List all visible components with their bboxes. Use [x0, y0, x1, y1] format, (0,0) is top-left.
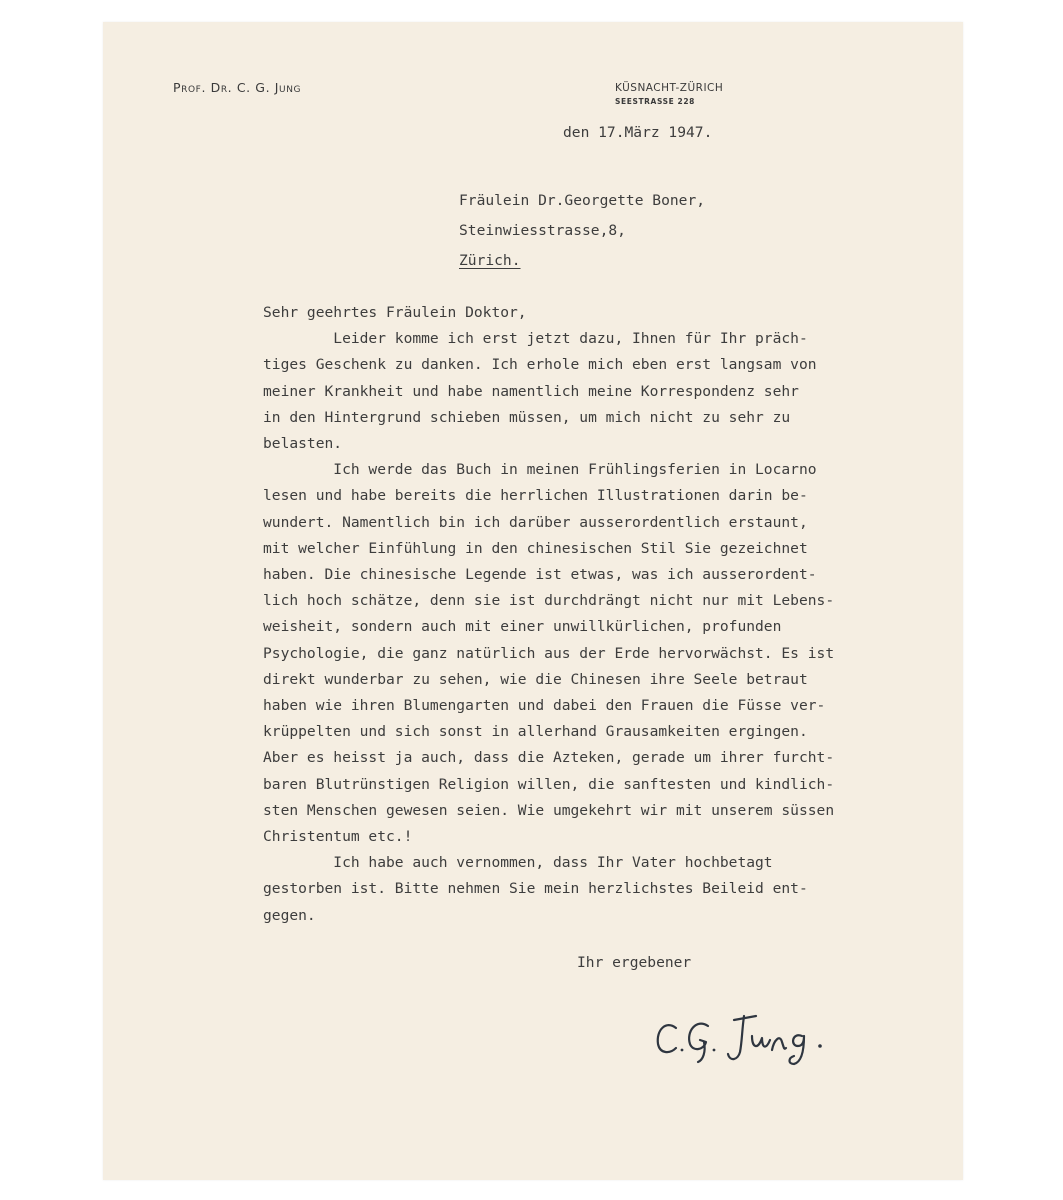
body-line: tiges Geschenk zu danken. Ich erhole mich eben erst langsam von [263, 356, 817, 374]
letterhead-city: KÜSNACHT-ZÜRICH [615, 82, 724, 94]
body-line: haben wie ihren Blumengarten und dabei den Frauen die Füsse ver- [263, 697, 826, 715]
letter-paper [103, 22, 963, 1180]
body-line: lesen und habe bereits die herrlichen Illustrationen darin be- [263, 487, 808, 505]
body-line: sten Menschen gewesen seien. Wie umgekehrt wir mit unserem süssen [263, 801, 835, 819]
body-line: lich hoch schätze, denn sie ist durchdrängt nicht nur mit Lebens- [263, 592, 835, 610]
body-line: direkt wunderbar zu sehen, wie die Chinesen ihre Seele betraut [263, 670, 808, 688]
body-line: gestorben ist. Bitte nehmen Sie mein herzlichstes Beileid ent- [263, 880, 808, 898]
body-line: Psychologie, die ganz natürlich aus der Erde hervorwächst. Es ist [263, 644, 835, 662]
body-line: haben. Die chinesische Legende ist etwas, was ich ausserordent- [263, 566, 817, 584]
body-line: belasten. [263, 435, 343, 453]
signature [648, 1006, 848, 1066]
recipient-city: Zürich. [459, 252, 521, 269]
recipient-street: Steinwiesstrasse,8, [459, 222, 626, 239]
body-line: mit welcher Einfühlung in den chinesischen Stil Sie gezeichnet [263, 539, 808, 557]
body-line: weisheit, sondern auch mit einer unwillkürlichen, profunden [263, 618, 782, 636]
letter-date: den 17.März 1947. [563, 124, 713, 141]
body-line: meiner Krankheit und habe namentlich meine Korrespondenz sehr [263, 382, 799, 400]
letterhead-name: Prof. Dr. C. G. Jung [173, 80, 302, 95]
body-line: Leider komme ich erst jetzt dazu, Ihnen für Ihr präch- [263, 330, 808, 348]
body-line: Sehr geehrtes Fräulein Doktor, [263, 304, 527, 321]
body-line: krüppelten und sich sonst in allerhand Grausamkeiten ergingen. [263, 723, 808, 741]
letterhead-street: SEESTRASSE 228 [615, 97, 696, 106]
recipient-name: Fräulein Dr.Georgette Boner, [459, 192, 706, 209]
letter-body [263, 300, 913, 929]
body-line: wundert. Namentlich bin ich darüber ausserordentlich erstaunt, [263, 513, 808, 531]
body-line: baren Blutrünstigen Religion willen, die sanftesten und kindlich- [263, 775, 835, 793]
body-line: Aber es heisst ja auch, dass die Azteken, gerade um ihrer furcht- [263, 749, 835, 767]
closing-phrase: Ihr ergebener [577, 954, 692, 971]
body-line: in den Hintergrund schieben müssen, um mich nicht zu sehr zu [263, 408, 791, 426]
body-line: gegen. [263, 906, 316, 924]
letterhead-address [615, 82, 723, 106]
body-line: Ich habe auch vernommen, dass Ihr Vater hochbetagt [263, 854, 773, 872]
body-line: Ich werde das Buch in meinen Frühlingsferien in Locarno [263, 461, 817, 479]
body-line: Christentum etc.! [263, 828, 413, 846]
